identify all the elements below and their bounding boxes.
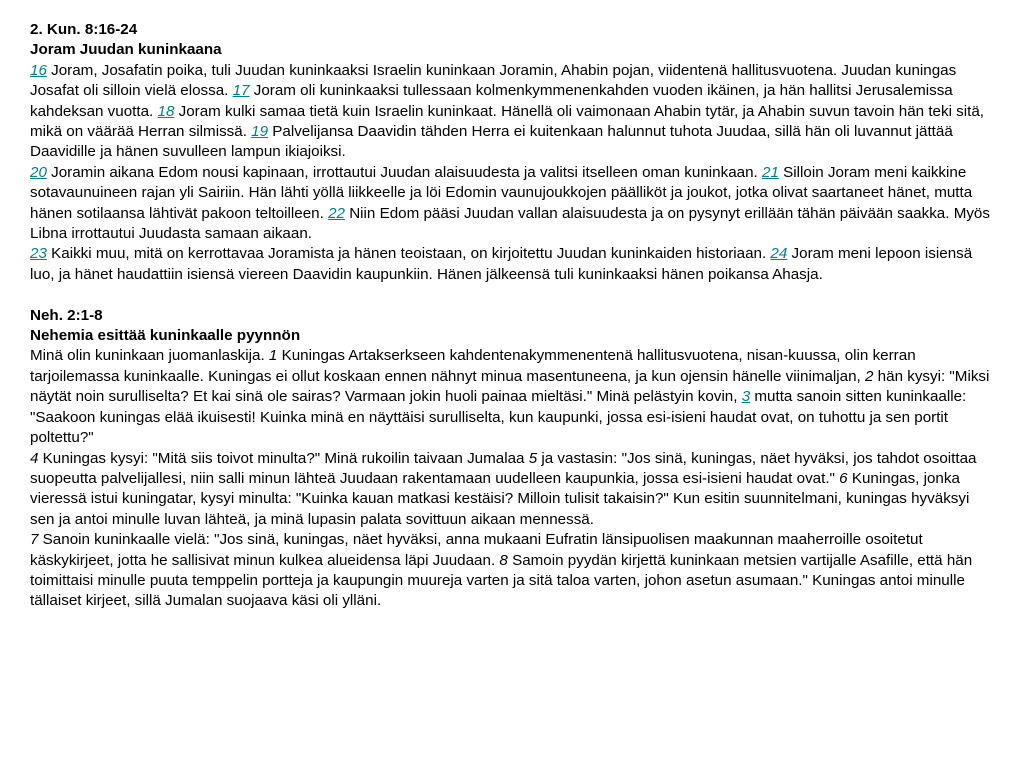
verse-text: Kuningas kysyi: "Mitä siis toivot minulta?" Minä rukoilin taivaan Jumalaa xyxy=(38,449,529,467)
paragraph xyxy=(30,244,990,285)
verse-number: 1 xyxy=(268,347,278,365)
verse-link[interactable]: 17 xyxy=(232,82,250,100)
verse-text: Samoin pyydän kirjettä kuninkaan metsien vartijalle Asafille, että hän toimittaisi minulle puuta temppelin portteja ja kaupungin muureja varten ja sitä taloa varten, johon asetun asumaan." Kuningas antoi minulle tällaiset kirjeet, sillä Jumalan suojaava käsi oli ylläni. xyxy=(30,551,973,610)
verse-text: Joram meni lepoon isiensä luo, ja hänet haudattiin isiensä viereen Daavidin kaupunkiin. Hänen jälkeensä tuli kuninkaaksi hänen poikansa Ahasja. xyxy=(30,245,973,283)
verse-text: Kuningas Artakserkseen kahdentenakymmenentenä hallitusvuotena, nisan-kuussa, olin kerran tarjoilemassa kuninkaalle. Kuningas ei ollut koskaan ennen nähnyt minua masentuneena, ja kun ojensin hänelle viinimaljan, xyxy=(30,347,916,385)
verse-text: Joram kulki samaa tietä kuin Israelin kuninkaat. Hänellä oli vaimonaan Ahabin tytär, ja Ahabin suvun tavoin hän teki sitä, mikä on väärää Herran silmissä. xyxy=(30,102,985,141)
paragraph xyxy=(30,449,990,531)
intro-text: Minä olin kuninkaan juomanlaskija. xyxy=(30,347,269,365)
verse-number: 7 xyxy=(30,531,39,549)
verse-text: Joram oli kuninkaaksi tullessaan kolmenkymmenenkahden vuoden ikäinen, ja hän hallitsi Jerusalemissa kahdeksan vuotta. xyxy=(30,82,953,120)
verse-link[interactable]: 22 xyxy=(328,204,345,222)
verse-number: 6 xyxy=(839,469,848,487)
section-spacer xyxy=(30,285,990,305)
verse-text: Silloin Joram meni kaikkine sotavaunuineen rajan yli Sairiin. Hän lähti yöllä liikkeelle ja löi Edomin vaunujoukkojen päälliköt ja joukot, jotka olivat saartaneet hänet, mutta hänen sotilaansa lähtivät pakoon teltoilleen. xyxy=(30,163,973,222)
verse-link[interactable]: 16 xyxy=(30,61,47,79)
paragraph xyxy=(30,530,990,612)
verse-number: 2 xyxy=(865,367,874,385)
paragraph xyxy=(30,346,990,448)
verse-link[interactable]: 18 xyxy=(157,102,175,120)
verse-text: Niin Edom pääsi Juudan vallan alaisuudesta ja on pysynyt erillään tähän päivään saakka. Myös Libna irrottautui Juudasta samaan aikaan. xyxy=(30,204,990,243)
verse-text: hän kysyi: "Miksi näytät noin surulliselta? Et kai sinä ole sairas? Varmaan jokin huoli painaa mieltäsi." Minä pelästyin kovin, xyxy=(30,367,990,406)
verse-text: ja vastasin: "Jos sinä, kuningas, näet hyväksi, jos tahdot osoittaa suopeutta palvelijallesi, niin salli minun lähteä Juudaan rakentamaan uudelleen kaupunkia, jossa esi-isieni haudat ovat." xyxy=(30,449,977,487)
verse-number: 4 xyxy=(30,449,39,467)
verse-text: Kuningas, jonka vieressä istui kuningatar, kysyi minulta: "Kuinka kauan matkasi kestäisi? Milloin tulisit takaisin?" Kun esitin suunnitelmani, kuningas hyväksyi sen ja antoi minulle luvan lähteä, ja minä lupasin palata sovittuun aikaan mennessä. xyxy=(30,469,970,528)
verse-link[interactable]: 19 xyxy=(251,123,269,141)
verse-link[interactable]: 23 xyxy=(30,245,47,263)
section-reference: 2. Kun. 8:16-24 xyxy=(30,21,138,38)
verse-text: Kaikki muu, mitä on kerrottavaa Joramista ja hänen teoistaan, on kirjoitettu Juudan kuninkaiden historiaan. xyxy=(46,245,771,263)
verse-link[interactable]: 21 xyxy=(762,163,779,181)
paragraph xyxy=(30,61,990,163)
paragraph xyxy=(30,163,990,245)
section-heading: Nehemia esittää kuninkaalle pyynnön xyxy=(30,327,301,345)
document-page xyxy=(30,20,990,612)
verse-text: Joramin aikana Edom nousi kapinaan, irrottautui Juudan alaisuudesta ja valitsi itselleen oman kuninkaan. xyxy=(46,163,762,181)
verse-link[interactable]: 20 xyxy=(30,163,47,181)
verse-link[interactable]: 24 xyxy=(770,245,788,263)
verse-text: Palvelijansa Daavidin tähden Herra ei kuitenkaan halunnut tuhota Juudaa, sillä hän oli luvannut jättää Daavidille ja hänen suvulleen lampun ikiajoiksi. xyxy=(30,123,953,161)
verse-text: Sanoin kuninkaalle vielä: "Jos sinä, kuningas, näet hyväksi, anna mukaani Eufratin länsipuolisen maakunnan maaherroille osoitetut käskykirjeet, jotta he sallisivat minun kulkea alueidensa läpi Juudaan. xyxy=(30,531,923,569)
section-reference: Neh. 2:1-8 xyxy=(30,306,103,324)
verse-number: 8 xyxy=(499,551,508,569)
verse-text: mutta sanoin sitten kuninkaalle: "Saakoon kuningas elää ikuisesti! Kuinka minä en näyttäisi surulliselta, kun kaupunki, jossa esi-isieni haudat ovat, on tuhottu ja sen portit poltettu?" xyxy=(30,388,967,447)
verse-link[interactable]: 3 xyxy=(741,388,751,406)
verse-text: Joram, Josafatin poika, tuli Juudan kuninkaaksi Israelin kuninkaan Joramin, Ahabin pojan, viidentenä hallitusvuotena. Juudan kuningas Josafat oli silloin vielä elossa. xyxy=(30,61,957,100)
verse-number: 5 xyxy=(528,449,538,467)
section-heading: Joram Juudan kuninkaana xyxy=(30,41,222,59)
